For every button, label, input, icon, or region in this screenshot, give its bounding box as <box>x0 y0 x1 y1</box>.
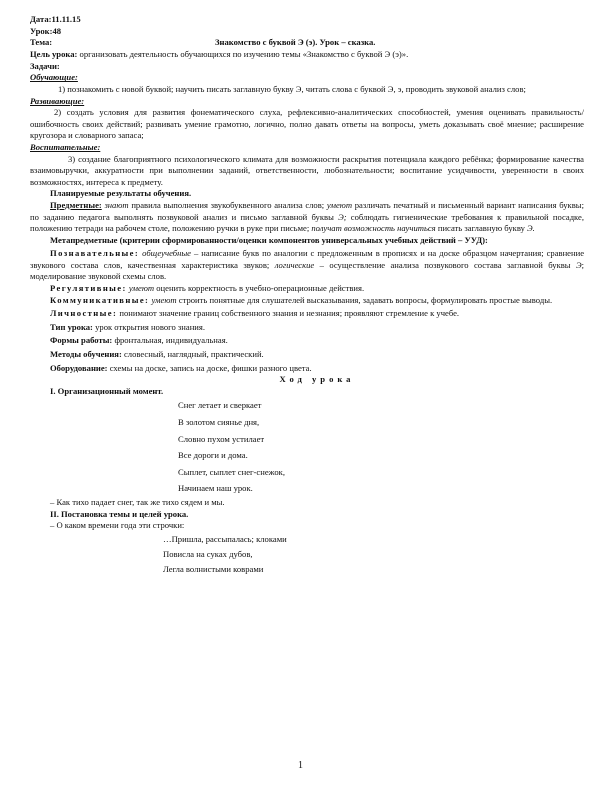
communicative-results <box>30 295 584 307</box>
teaching-text: 1) познакомить с новой буквой; научить писать заглавную букву Э, читать слова с буквой Э, э, проводить звуковой анализ слов; <box>58 83 526 94</box>
upbringing-label: Воспитательные: <box>30 141 101 152</box>
poem-2-line: Повисла на суках дубов, <box>163 548 253 559</box>
lesson-value: 48 <box>52 25 62 36</box>
poem-1-line: Снег летает и сверкает <box>178 400 262 411</box>
poem-2 <box>163 532 584 578</box>
cognitive-logical: логические <box>274 259 315 270</box>
subject-letter: Э; <box>338 211 347 222</box>
subject-text-2: различать печатный и письменный вариант написания буквы; по заданию педагога выполнять позвуковой анализ и письмо заглавной буквы <box>30 199 584 222</box>
cognitive-general: общеучебные <box>142 248 191 259</box>
season-question: – О каком времени года эти строчки: <box>50 520 185 531</box>
developing-label: Развивающие: <box>30 95 85 106</box>
lesson-type-label: Тип урока: <box>50 321 93 332</box>
equipment <box>30 363 584 375</box>
equipment-text: схемы на доске, запись на доске, фишки разного цвета. <box>109 362 312 373</box>
line-after-poem: – Как тихо падает снег, так же тихо сядем и мы. <box>50 496 225 507</box>
poem-1 <box>178 397 584 497</box>
goal-line <box>30 49 584 61</box>
cognitive-text-3: ; моделирование звуковой схемы слов. <box>30 259 584 282</box>
subject-chance: получат возможность научиться <box>311 223 436 234</box>
communicative-text: строить понятные для слушателей высказывания, задавать вопросы, формулировать простые выводы. <box>178 294 553 305</box>
meta-label: Метапредметные (критерии сформированности/оценки компонентов универсальных учебных действий – УУД): <box>50 234 488 245</box>
cognitive-letter: Э <box>575 259 582 270</box>
subject-letter-2: Э. <box>527 223 535 234</box>
lesson-type-text: урок открытия нового знания. <box>95 321 206 332</box>
poem-1-line: В золотом сиянье дня, <box>178 417 260 427</box>
poem-1-line: Словно пухом устилает <box>178 433 265 444</box>
stage-1-heading: I. Организационный момент. <box>50 385 164 396</box>
cognitive-text-2: – осуществление анализа позвукового состава заглавной буквы <box>319 259 571 270</box>
goal-text: организовать деятельность обучающихся по изучению темы «Знакомство с буквой Э (э)». <box>79 49 409 60</box>
cognitive-text-1: – написание букв по аналогии с предложенным в прописях и на доске образцом начертания; сравнение звукового состава слов, качественная характеристика звуков; <box>30 248 585 270</box>
teaching-methods-text: словесный, наглядный, практический. <box>123 349 264 360</box>
subject-can: умеют <box>326 199 353 210</box>
lesson-line <box>30 26 584 38</box>
date-value: 11.11.15 <box>51 14 81 24</box>
work-forms-text: фронтальная, индивидуальная. <box>114 335 228 346</box>
topic-label: Тема: <box>30 37 53 48</box>
poem-2-line: Легла волнистыми коврами <box>163 564 264 575</box>
topic-value: Знакомство с буквой Э (э). Урок – сказка. <box>215 37 376 48</box>
results-heading: Планируемые результаты обучения. <box>50 188 192 199</box>
poem-1-line: Сыплет, сыплет снег-снежок, <box>178 466 285 477</box>
communicative-label: Коммуникативные: <box>50 294 150 305</box>
regulative-text: оценить корректность в учебно-операционные действия. <box>156 283 365 294</box>
subject-text-4: писать заглавную букву <box>437 223 525 234</box>
subject-text-1: правила выполнения звукобуквенного анализа слов; <box>131 199 325 210</box>
tasks-label: Задачи: <box>30 60 60 71</box>
teaching-label: Обучающие: <box>30 72 78 83</box>
date-line <box>30 14 584 26</box>
personal-results <box>30 308 584 320</box>
poem-1-line: Начинаем наш урок. <box>178 483 253 494</box>
course-heading: Ход урока <box>279 374 355 385</box>
personal-label: Личностные: <box>50 308 118 319</box>
lesson-label: Урок: <box>30 25 53 36</box>
poem-1-line: Все дороги и дома. <box>178 450 248 461</box>
cognitive-results <box>30 248 584 283</box>
poem-2-line: …Пришла, рассыпалась; клоками <box>163 533 287 544</box>
goal-label: Цель урока: <box>30 49 78 60</box>
developing-text: 2) создать условия для развития фонематического слуха, рефлексивно-аналитических способностей, умения оценивать правильность/ошибочность своих действий; развивать умение грамотно, логично, полно давать ответы на вопросы, уметь доказывать своё мнение; расширение кругозора и словарного запаса; <box>30 107 584 141</box>
teaching-methods <box>30 349 584 361</box>
stage-2-heading: II. Постановка темы и целей урока. <box>50 508 189 519</box>
date-label: Дата: <box>30 14 52 24</box>
subject-label: Предметные: <box>50 199 102 210</box>
regulative-results <box>30 283 584 295</box>
cognitive-label: Познавательные: <box>50 248 140 259</box>
communicative-can: умеют <box>151 294 177 305</box>
lesson-type <box>30 322 584 334</box>
teaching-methods-label: Методы обучения: <box>50 349 122 360</box>
subject-results <box>30 200 584 235</box>
upbringing-text: 3) создание благоприятного психологического климата для возможности раскрытия потенциала каждого ребёнка; формирование качества взаимовыручки, аккуратности при выполнении заданий, ответственности, любознательности; воспитание усидчивости, уверенности в своих возможностях, интереса к предмету. <box>30 153 584 187</box>
regulative-label: Регулятивные: <box>50 283 127 294</box>
equipment-label: Оборудование: <box>50 362 108 373</box>
page-number: 1 <box>298 760 303 771</box>
topic-line <box>30 37 584 49</box>
subject-know: знают <box>104 199 129 210</box>
personal-text: понимают значение границ собственного знания и незнания; проявляют стремление к учебе. <box>119 308 460 319</box>
work-forms <box>30 335 584 347</box>
work-forms-label: Формы работы: <box>50 335 113 346</box>
subject-text-3: соблюдать гигиенические требования к правильной посадке, положению тетради на рабочем столе, положению ручки в руке при письме; <box>30 211 584 234</box>
regulative-can: умеют <box>128 283 155 294</box>
